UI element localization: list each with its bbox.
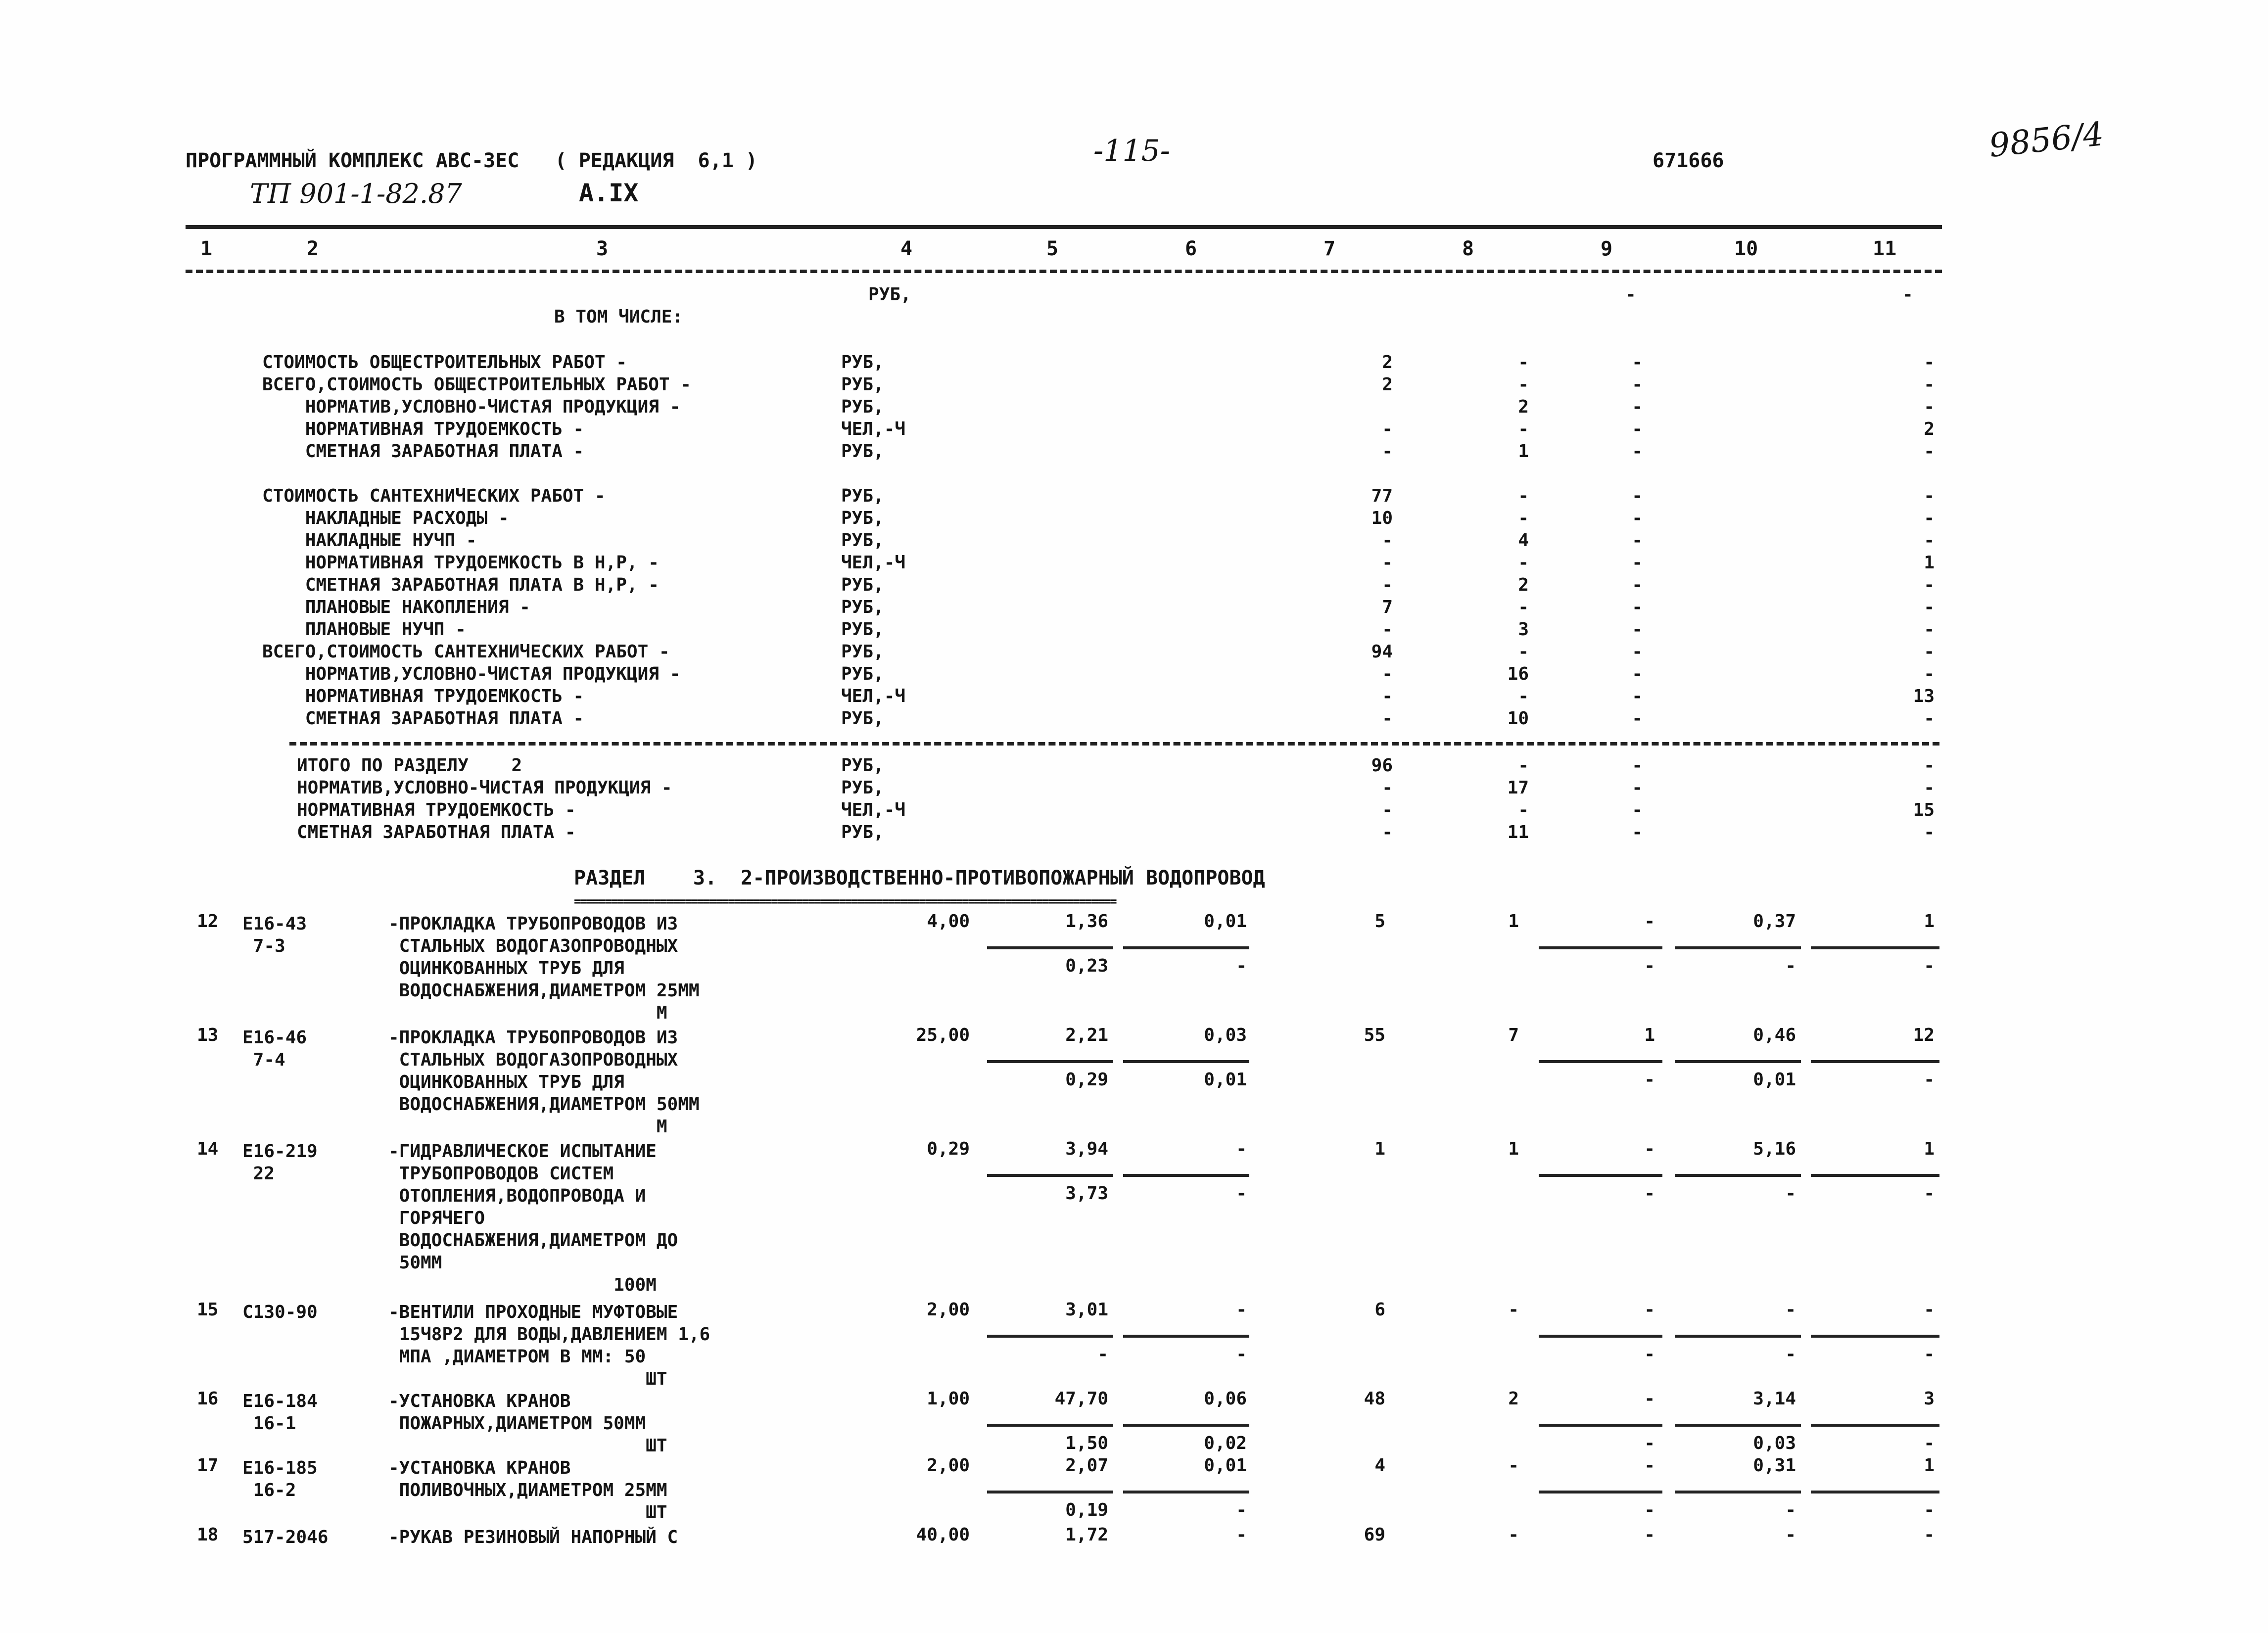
total-row-col11: 15: [1913, 800, 1935, 820]
item-col6-wage: -: [1236, 1344, 1247, 1364]
total-row-col11: -: [1924, 778, 1935, 798]
section-title-underline: ========================================================================================: [574, 894, 1116, 908]
section-title: РАЗДЕЛ 3. 2-ПРОИЗВОДСТВЕННО-ПРОТИВОПОЖАРНЫЙ ВОДОПРОВОД: [574, 867, 1265, 889]
total-row-col8: 17: [1507, 778, 1529, 798]
item-col5-divider: [987, 1424, 1113, 1427]
item-col9-total: -: [1644, 1525, 1655, 1545]
item-col9-divider: [1539, 1174, 1662, 1177]
item-col11-divider: [1811, 1174, 1939, 1177]
item-col6-divider: [1123, 1491, 1249, 1493]
header-rule-bottom: [186, 270, 1942, 273]
item-col9-wage: -: [1644, 956, 1655, 976]
summary-row-col9: -: [1632, 441, 1643, 462]
total-row-col9: -: [1632, 800, 1643, 820]
summary-row-col7: -: [1382, 553, 1393, 573]
item-col6-divider: [1123, 1424, 1249, 1427]
item-col11-total: 3: [1924, 1389, 1935, 1409]
total-row-col9: -: [1632, 822, 1643, 842]
summary-row-col9: -: [1632, 664, 1643, 684]
item-quantity: 1,00: [927, 1389, 970, 1409]
item-col10-wage: -: [1785, 1183, 1796, 1204]
item-col10-wage: 0,01: [1753, 1070, 1796, 1090]
item-col9-divider: [1539, 1335, 1662, 1338]
item-col11-divider: [1811, 1060, 1939, 1063]
summary-row-col11: 13: [1913, 686, 1935, 706]
item-number: 16: [197, 1389, 219, 1409]
summary-row-col8: -: [1518, 508, 1529, 528]
item-col9-wage: -: [1644, 1344, 1655, 1364]
total-row-label: СМЕТНАЯ ЗАРАБОТНАЯ ПЛАТА -: [297, 822, 576, 842]
item-col8: 2: [1508, 1389, 1519, 1409]
item-col9-divider: [1539, 946, 1662, 949]
summary-row-unit: РУБ,: [841, 664, 884, 684]
item-col9-wage: -: [1644, 1500, 1655, 1520]
program-header: ПРОГРАММНЫЙ КОМПЛЕКС АВС-ЗЕС ( РЕДАКЦИЯ 6,1 ): [186, 149, 757, 172]
summary-row-label: СТОИМОСТЬ САНТЕХНИЧЕСКИХ РАБОТ -: [262, 486, 606, 506]
summary-row-unit: РУБ,: [841, 575, 884, 595]
summary-row-col11: -: [1924, 619, 1935, 640]
summary-row-col7: 2: [1382, 352, 1393, 373]
item-col6-total: 0,03: [1204, 1025, 1247, 1045]
summary-row-col8: -: [1518, 352, 1529, 373]
summary-row-col11: -: [1924, 708, 1935, 729]
item-description: -УСТАНОВКА КРАНОВ ПОЛИВОЧНЫХ,ДИАМЕТРОМ 25ММ ШТ: [388, 1458, 667, 1523]
summary-row-unit: РУБ,: [841, 708, 884, 729]
summary-row-label: СМЕТНАЯ ЗАРАБОТНАЯ ПЛАТА В Н,Р, -: [262, 575, 659, 595]
summary-row-col11: -: [1924, 530, 1935, 551]
item-col5-divider: [987, 1491, 1113, 1493]
item-col9-wage: -: [1644, 1433, 1655, 1453]
summary-row-col8: -: [1518, 374, 1529, 395]
summary-row-unit: РУБ,: [841, 374, 884, 395]
item-col8: -: [1508, 1300, 1519, 1320]
summary-row-col9: -: [1632, 508, 1643, 528]
item-col10-wage: -: [1785, 1500, 1796, 1520]
summary-row-col7: -: [1382, 708, 1393, 729]
item-col11-wage: -: [1924, 1500, 1935, 1520]
item-col6-divider: [1123, 1335, 1249, 1338]
item-col10-total: 5,16: [1753, 1139, 1796, 1159]
total-row-label: НОРМАТИВ,УСЛОВНО-ЧИСТАЯ ПРОДУКЦИЯ -: [297, 778, 672, 798]
summary-row-label: СМЕТНАЯ ЗАРАБОТНАЯ ПЛАТА -: [262, 441, 584, 462]
summary-row-col11: -: [1924, 664, 1935, 684]
item-col10-divider: [1675, 946, 1801, 949]
item-col5-total: 2,21: [1065, 1025, 1108, 1045]
item-col6-total: 0,01: [1204, 911, 1247, 932]
summary-row-col8: 10: [1507, 708, 1529, 729]
album-label: А.IX: [579, 179, 639, 207]
col-num-2: 2: [307, 237, 319, 260]
item-col11-total: -: [1924, 1525, 1935, 1545]
item-col7: 48: [1364, 1389, 1385, 1409]
document-code: 671666: [1653, 149, 1724, 172]
item-quantity: 4,00: [927, 911, 970, 932]
item-code: Е16-43 7-3: [242, 914, 307, 956]
item-col6-total: 0,01: [1204, 1455, 1247, 1476]
item-description: -ВЕНТИЛИ ПРОХОДНЫЕ МУФТОВЫЕ 15Ч8Р2 ДЛЯ ВОДЫ,ДАВЛЕНИЕМ 1,6 МПА ,ДИАМЕТРОМ В ММ: 50 ШТ: [388, 1302, 710, 1389]
summary-row-col7: -: [1382, 575, 1393, 595]
total-row-col7: 96: [1371, 755, 1393, 776]
item-col7: 6: [1374, 1300, 1385, 1320]
summary-row-unit: ЧЕЛ,-Ч: [841, 419, 906, 439]
item-col9-total: -: [1644, 1455, 1655, 1476]
col-num-3: 3: [596, 237, 609, 260]
item-description: -ПРОКЛАДКА ТРУБОПРОВОДОВ ИЗ СТАЛЬНЫХ ВОДОГАЗОПРОВОДНЫХ ОЦИНКОВАННЫХ ТРУБ ДЛЯ ВОДОСНАБЖЕНИЯ,ДИАМЕТРОМ 50ММ М: [388, 1027, 700, 1137]
item-col9-divider: [1539, 1060, 1662, 1063]
summary-row-label: ВСЕГО,СТОИМОСТЬ САНТЕХНИЧЕСКИХ РАБОТ -: [262, 642, 670, 662]
item-col9-wage: -: [1644, 1070, 1655, 1090]
item-col6-wage: -: [1236, 1500, 1247, 1520]
item-col6-total: -: [1236, 1139, 1247, 1159]
summary-row-col11: -: [1924, 642, 1935, 662]
summary-row-col9: -: [1632, 419, 1643, 439]
total-row-col8: 11: [1507, 822, 1529, 842]
summary-row-col7: 94: [1371, 642, 1393, 662]
item-col10-total: 0,46: [1753, 1025, 1796, 1045]
col-num-1: 1: [200, 237, 213, 260]
summary-row-col8: -: [1518, 642, 1529, 662]
item-col9-total: -: [1644, 1139, 1655, 1159]
item-col11-total: 12: [1913, 1025, 1935, 1045]
header-rule-top: [186, 225, 1942, 229]
item-col5-wage: -: [1097, 1344, 1108, 1364]
summary-row-label: НОРМАТИВ,УСЛОВНО-ЧИСТАЯ ПРОДУКЦИЯ -: [262, 664, 681, 684]
total-row-col8: -: [1518, 755, 1529, 776]
total-row-label: ИТОГО ПО РАЗДЕЛУ 2: [297, 755, 522, 776]
item-code: Е16-219 22: [242, 1141, 318, 1184]
summary-row-col9: -: [1632, 686, 1643, 706]
item-col10-divider: [1675, 1491, 1801, 1493]
summary-row-col8: -: [1518, 597, 1529, 617]
item-col8: 1: [1508, 1139, 1519, 1159]
total-row-label: НОРМАТИВНАЯ ТРУДОЕМКОСТЬ -: [297, 800, 576, 820]
item-col11-total: 1: [1924, 911, 1935, 932]
summary-row-label: НАКЛАДНЫЕ РАСХОДЫ -: [262, 508, 509, 528]
summary-total-rule: [289, 742, 1939, 746]
summary-row-col9: -: [1632, 352, 1643, 373]
summary-row-col11: -: [1924, 352, 1935, 373]
summary-row-col7: 7: [1382, 597, 1393, 617]
item-col5-divider: [987, 946, 1113, 949]
item-col9-divider: [1539, 1491, 1662, 1493]
summary-row-col8: 4: [1518, 530, 1529, 551]
item-col11-wage: -: [1924, 1433, 1935, 1453]
item-col5-total: 1,36: [1065, 911, 1108, 932]
summary-row-unit: РУБ,: [841, 642, 884, 662]
summary-row-unit: ЧЕЛ,-Ч: [841, 686, 906, 706]
summary-row-col11: -: [1924, 597, 1935, 617]
item-col10-total: 3,14: [1753, 1389, 1796, 1409]
total-row-col9: -: [1632, 778, 1643, 798]
item-number: 14: [197, 1139, 219, 1159]
item-code: Е16-46 7-4: [242, 1027, 307, 1070]
item-description: -РУКАВ РЕЗИНОВЫЙ НАПОРНЫЙ С: [388, 1527, 678, 1547]
summary-row-col9: -: [1632, 597, 1643, 617]
summary-row-label: НОРМАТИВНАЯ ТРУДОЕМКОСТЬ -: [262, 419, 584, 439]
summary-row-col8: -: [1518, 686, 1529, 706]
summary-row-col8: 16: [1507, 664, 1529, 684]
c11-top: -: [1902, 284, 1913, 305]
item-col10-divider: [1675, 1060, 1801, 1063]
total-row-col7: -: [1382, 822, 1393, 842]
summary-row-col11: -: [1924, 575, 1935, 595]
item-number: 18: [197, 1525, 219, 1545]
in-that-number-label: В ТОМ ЧИСЛЕ:: [554, 307, 683, 327]
item-col9-total: -: [1644, 1389, 1655, 1409]
summary-row-col7: -: [1382, 664, 1393, 684]
item-description: -ГИДРАВЛИЧЕСКОЕ ИСПЫТАНИЕ ТРУБОПРОВОДОВ СИСТЕМ ОТОПЛЕНИЯ,ВОДОПРОВОДА И ГОРЯЧЕГО ВОДОСНАБЖЕНИЯ,ДИАМЕТРОМ ДО 50ММ 100М: [388, 1141, 678, 1295]
item-code: С130-90: [242, 1302, 318, 1322]
item-quantity: 2,00: [927, 1300, 970, 1320]
summary-row-unit: РУБ,: [841, 486, 884, 506]
item-col9-divider: [1539, 1424, 1662, 1427]
total-row-unit: ЧЕЛ,-Ч: [841, 800, 906, 820]
item-description: -УСТАНОВКА КРАНОВ ПОЖАРНЫХ,ДИАМЕТРОМ 50ММ ШТ: [388, 1391, 667, 1456]
summary-row-label: НОРМАТИВ,УСЛОВНО-ЧИСТАЯ ПРОДУКЦИЯ -: [262, 397, 681, 417]
item-col6-divider: [1123, 1174, 1249, 1177]
summary-row-label: НОРМАТИВНАЯ ТРУДОЕМКОСТЬ В Н,Р, -: [262, 553, 659, 573]
item-number: 12: [197, 911, 219, 932]
total-row-unit: РУБ,: [841, 755, 884, 776]
item-col6-wage: 0,01: [1204, 1070, 1247, 1090]
summary-row-col8: 3: [1518, 619, 1529, 640]
summary-row-label: НАКЛАДНЫЕ НУЧП -: [262, 530, 477, 551]
item-number: 15: [197, 1300, 219, 1320]
summary-row-col8: -: [1518, 553, 1529, 573]
col-num-9: 9: [1601, 237, 1613, 260]
item-col11-divider: [1811, 946, 1939, 949]
summary-row-label: ПЛАНОВЫЕ НУЧП -: [262, 619, 466, 640]
item-code: Е16-185 16-2: [242, 1458, 318, 1500]
item-col10-divider: [1675, 1335, 1801, 1338]
item-col5-divider: [987, 1060, 1113, 1063]
item-col10-wage: -: [1785, 956, 1796, 976]
unit-top: РУБ,: [868, 284, 911, 305]
summary-row-col7: -: [1382, 419, 1393, 439]
summary-row-col9: -: [1632, 374, 1643, 395]
total-row-col11: -: [1924, 755, 1935, 776]
total-row-col7: -: [1382, 800, 1393, 820]
col-num-4: 4: [900, 237, 913, 260]
summary-row-unit: ЧЕЛ,-Ч: [841, 553, 906, 573]
item-col5-total: 47,70: [1054, 1389, 1108, 1409]
summary-row-label: СМЕТНАЯ ЗАРАБОТНАЯ ПЛАТА -: [262, 708, 584, 729]
summary-row-col9: -: [1632, 530, 1643, 551]
item-col11-total: 1: [1924, 1139, 1935, 1159]
summary-row-unit: РУБ,: [841, 397, 884, 417]
summary-row-col11: -: [1924, 374, 1935, 395]
item-quantity: 2,00: [927, 1455, 970, 1476]
item-col11-wage: -: [1924, 1183, 1935, 1204]
summary-row-col11: 1: [1924, 553, 1935, 573]
item-col6-wage: -: [1236, 956, 1247, 976]
summary-row-col9: -: [1632, 397, 1643, 417]
col-num-7: 7: [1323, 237, 1336, 260]
item-col8: 7: [1508, 1025, 1519, 1045]
item-col6-total: -: [1236, 1300, 1247, 1320]
item-col7: 69: [1364, 1525, 1385, 1545]
item-col7: 5: [1374, 911, 1385, 932]
item-col9-total: -: [1644, 1300, 1655, 1320]
item-col11-wage: -: [1924, 1070, 1935, 1090]
item-col5-total: 3,01: [1065, 1300, 1108, 1320]
summary-row-col7: -: [1382, 441, 1393, 462]
item-col9-total: -: [1644, 911, 1655, 932]
item-col6-total: -: [1236, 1525, 1247, 1545]
summary-row-col8: -: [1518, 419, 1529, 439]
item-col5-total: 1,72: [1065, 1525, 1108, 1545]
c9-top: -: [1625, 284, 1636, 305]
summary-row-col7: -: [1382, 619, 1393, 640]
item-col8: -: [1508, 1455, 1519, 1476]
col-num-8: 8: [1462, 237, 1474, 260]
col-num-10: 10: [1734, 237, 1758, 260]
summary-row-col11: -: [1924, 508, 1935, 528]
item-number: 17: [197, 1455, 219, 1476]
item-col5-total: 3,94: [1065, 1139, 1108, 1159]
item-quantity: 25,00: [916, 1025, 970, 1045]
total-row-col11: -: [1924, 822, 1935, 842]
total-row-unit: РУБ,: [841, 822, 884, 842]
item-col9-wage: -: [1644, 1183, 1655, 1204]
item-col10-wage: 0,03: [1753, 1433, 1796, 1453]
summary-row-col9: -: [1632, 486, 1643, 506]
item-col11-divider: [1811, 1491, 1939, 1493]
item-col10-total: 0,37: [1753, 911, 1796, 932]
summary-row-col11: -: [1924, 397, 1935, 417]
item-col7: 4: [1374, 1455, 1385, 1476]
item-col7: 1: [1374, 1139, 1385, 1159]
summary-row-col8: 2: [1518, 575, 1529, 595]
item-col10-wage: -: [1785, 1344, 1796, 1364]
summary-row-unit: РУБ,: [841, 508, 884, 528]
item-col11-total: 1: [1924, 1455, 1935, 1476]
summary-row-col8: -: [1518, 486, 1529, 506]
summary-row-col8: 2: [1518, 397, 1529, 417]
summary-row-col11: -: [1924, 486, 1935, 506]
item-col6-divider: [1123, 1060, 1249, 1063]
summary-row-label: ВСЕГО,СТОИМОСТЬ ОБЩЕСТРОИТЕЛЬНЫХ РАБОТ -: [262, 374, 691, 395]
item-col8: 1: [1508, 911, 1519, 932]
total-row-col9: -: [1632, 755, 1643, 776]
handwritten-stamp: 9856/4: [1987, 115, 2106, 165]
summary-row-col7: 77: [1371, 486, 1393, 506]
item-col5-wage: 1,50: [1065, 1433, 1108, 1453]
item-col6-wage: 0,02: [1204, 1433, 1247, 1453]
summary-row-col9: -: [1632, 642, 1643, 662]
item-col10-total: -: [1785, 1525, 1796, 1545]
item-col11-wage: -: [1924, 956, 1935, 976]
item-col5-wage: 3,73: [1065, 1183, 1108, 1204]
item-description: -ПРОКЛАДКА ТРУБОПРОВОДОВ ИЗ СТАЛЬНЫХ ВОДОГАЗОПРОВОДНЫХ ОЦИНКОВАННЫХ ТРУБ ДЛЯ ВОДОСНАБЖЕНИЯ,ДИАМЕТРОМ 25ММ М: [388, 914, 700, 1023]
item-col10-total: 0,31: [1753, 1455, 1796, 1476]
item-col10-total: -: [1785, 1300, 1796, 1320]
col-num-5: 5: [1046, 237, 1059, 260]
item-col6-divider: [1123, 946, 1249, 949]
item-col5-total: 2,07: [1065, 1455, 1108, 1476]
item-col5-wage: 0,29: [1065, 1070, 1108, 1090]
item-col6-wage: -: [1236, 1183, 1247, 1204]
summary-row-unit: РУБ,: [841, 441, 884, 462]
summary-row-label: СТОИМОСТЬ ОБЩЕСТРОИТЕЛЬНЫХ РАБОТ -: [262, 352, 627, 373]
summary-row-col7: 2: [1382, 374, 1393, 395]
item-col10-divider: [1675, 1424, 1801, 1427]
summary-row-col9: -: [1632, 575, 1643, 595]
item-col10-divider: [1675, 1174, 1801, 1177]
col-num-11: 11: [1873, 237, 1897, 260]
item-code: 517-2046: [242, 1527, 329, 1547]
item-col11-divider: [1811, 1424, 1939, 1427]
summary-row-unit: РУБ,: [841, 530, 884, 551]
summary-row-col9: -: [1632, 619, 1643, 640]
summary-row-label: ПЛАНОВЫЕ НАКОПЛЕНИЯ -: [262, 597, 530, 617]
item-col6-total: 0,06: [1204, 1389, 1247, 1409]
item-quantity: 40,00: [916, 1525, 970, 1545]
item-col8: -: [1508, 1525, 1519, 1545]
col-num-6: 6: [1185, 237, 1197, 260]
summary-row-col11: 2: [1924, 419, 1935, 439]
item-col7: 55: [1364, 1025, 1385, 1045]
summary-row-col7: -: [1382, 530, 1393, 551]
summary-row-col7: -: [1382, 686, 1393, 706]
item-number: 13: [197, 1025, 219, 1045]
summary-row-col7: 10: [1371, 508, 1393, 528]
summary-row-col9: -: [1632, 553, 1643, 573]
summary-row-unit: РУБ,: [841, 619, 884, 640]
summary-row-col11: -: [1924, 441, 1935, 462]
summary-row-unit: РУБ,: [841, 597, 884, 617]
item-col5-wage: 0,23: [1065, 956, 1108, 976]
project-number: ТП 901-1-82.87: [250, 178, 462, 209]
item-col5-divider: [987, 1174, 1113, 1177]
item-col11-wage: -: [1924, 1344, 1935, 1364]
summary-row-unit: РУБ,: [841, 352, 884, 373]
item-col11-divider: [1811, 1335, 1939, 1338]
item-col5-divider: [987, 1335, 1113, 1338]
item-col9-total: 1: [1644, 1025, 1655, 1045]
summary-row-col8: 1: [1518, 441, 1529, 462]
item-col5-wage: 0,19: [1065, 1500, 1108, 1520]
total-row-unit: РУБ,: [841, 778, 884, 798]
page-number: -115-: [1093, 134, 1171, 168]
summary-row-label: НОРМАТИВНАЯ ТРУДОЕМКОСТЬ -: [262, 686, 584, 706]
item-code: Е16-184 16-1: [242, 1391, 318, 1434]
item-col11-total: -: [1924, 1300, 1935, 1320]
summary-row-col9: -: [1632, 708, 1643, 729]
total-row-col7: -: [1382, 778, 1393, 798]
item-quantity: 0,29: [927, 1139, 970, 1159]
total-row-col8: -: [1518, 800, 1529, 820]
